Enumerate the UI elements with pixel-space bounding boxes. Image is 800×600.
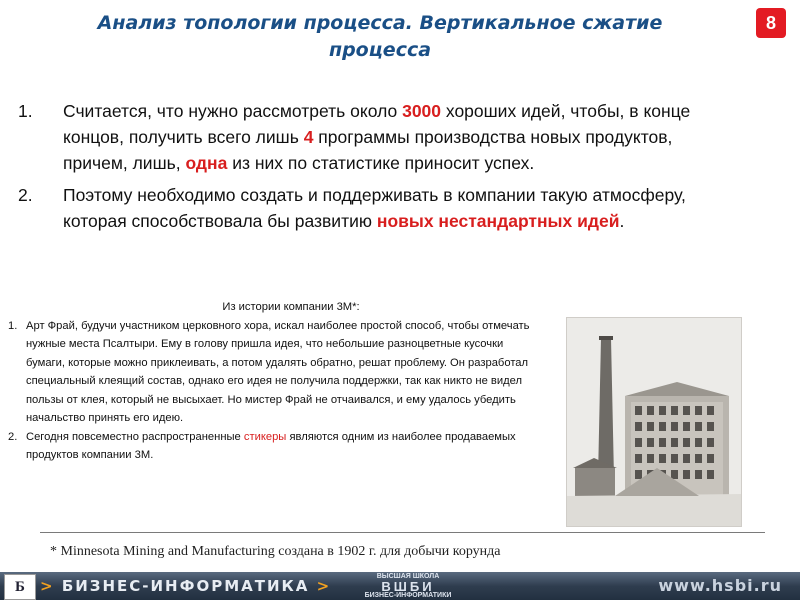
main-point [18,182,728,234]
factory-illustration [567,318,741,526]
chevron-right-icon: > [40,577,55,595]
highlighted-text: 4 [303,127,314,147]
school-line-3: БИЗНЕС-ИНФОРМАТИКИ [364,592,452,599]
footnote: * Minnesota Mining and Manufacturing создана в 1902 г. для добычи корунда [50,544,501,559]
point-text-segment: Считается, что нужно рассмотреть около [63,101,403,121]
highlighted-text: новых нестандартных идей [376,211,620,231]
brand-text [40,575,331,597]
highlighted-text: одна [185,153,228,173]
school-logo-text [349,573,467,600]
history-item-number: 1. [8,319,18,332]
history-title: Из истории компании 3M*: [222,301,360,313]
point-text-segment: из них по статистике приносит успех. [227,153,535,173]
main-point-text [63,101,690,173]
main-points-list [18,98,728,240]
history-item [6,317,536,428]
hsbi-logo: Б [4,574,36,600]
history-item-text-before: Сегодня повсеместно распространенные [26,430,244,443]
site-url[interactable]: www.hsbi.ru [658,576,782,595]
history-item-number: 2. [8,430,18,443]
point-text-segment: хороших идей, чтобы, в конце концов, получить всего лишь [63,101,691,147]
history-item-text: Арт Фрай, будучи участником церковного хора, искал наиболее простой способ, чтобы отмечать нужные места Псалтыри. Ему в голову пришла идея, что небольшие разноцветные кусочки бумаги, которые можно приклеивать, а потом удалять обратно, решат проблему. Он разработал специальный клеящий состав, однако его идея не получила поддержки, так как никто не видел пользы от клея, который не высыхает. Но мистер Фрай не отчаивался, и ему удалось убедить начальство принять его идею. [26,319,530,424]
school-line-2: ВШБИ [381,579,435,594]
chevron-right-icon: > [316,577,332,595]
main-point-number: 1. [18,101,33,121]
main-point-number: 2. [18,185,33,205]
point-text-segment: программы производства новых продуктов, причем, лишь, [63,127,673,173]
brand-label: БИЗНЕС-ИНФОРМАТИКА [61,577,310,595]
point-text-segment: Поэтому необходимо создать и поддерживать в компании такую атмосферу, которая способствовала бы развитию [63,185,686,231]
factory-photo [566,317,742,527]
point-text-segment: . [619,211,625,231]
main-point [18,98,728,176]
footer-bar [0,572,800,600]
stickers-highlight: стикеры [243,430,287,443]
footnote-divider [40,532,765,533]
company-history-block [6,298,536,465]
school-line-1: ВЫСШАЯ ШКОЛА [376,573,440,580]
main-point-text [63,185,686,231]
page-number-badge: 8 [756,8,786,38]
highlighted-text: 3000 [402,101,442,121]
history-item-text-after: являются одним из наиболее продаваемых продуктов компании 3М. [26,430,516,461]
slide-title: Анализ топологии процесса. Вертикальное сжатие процесса [97,12,663,61]
history-item [6,428,536,465]
